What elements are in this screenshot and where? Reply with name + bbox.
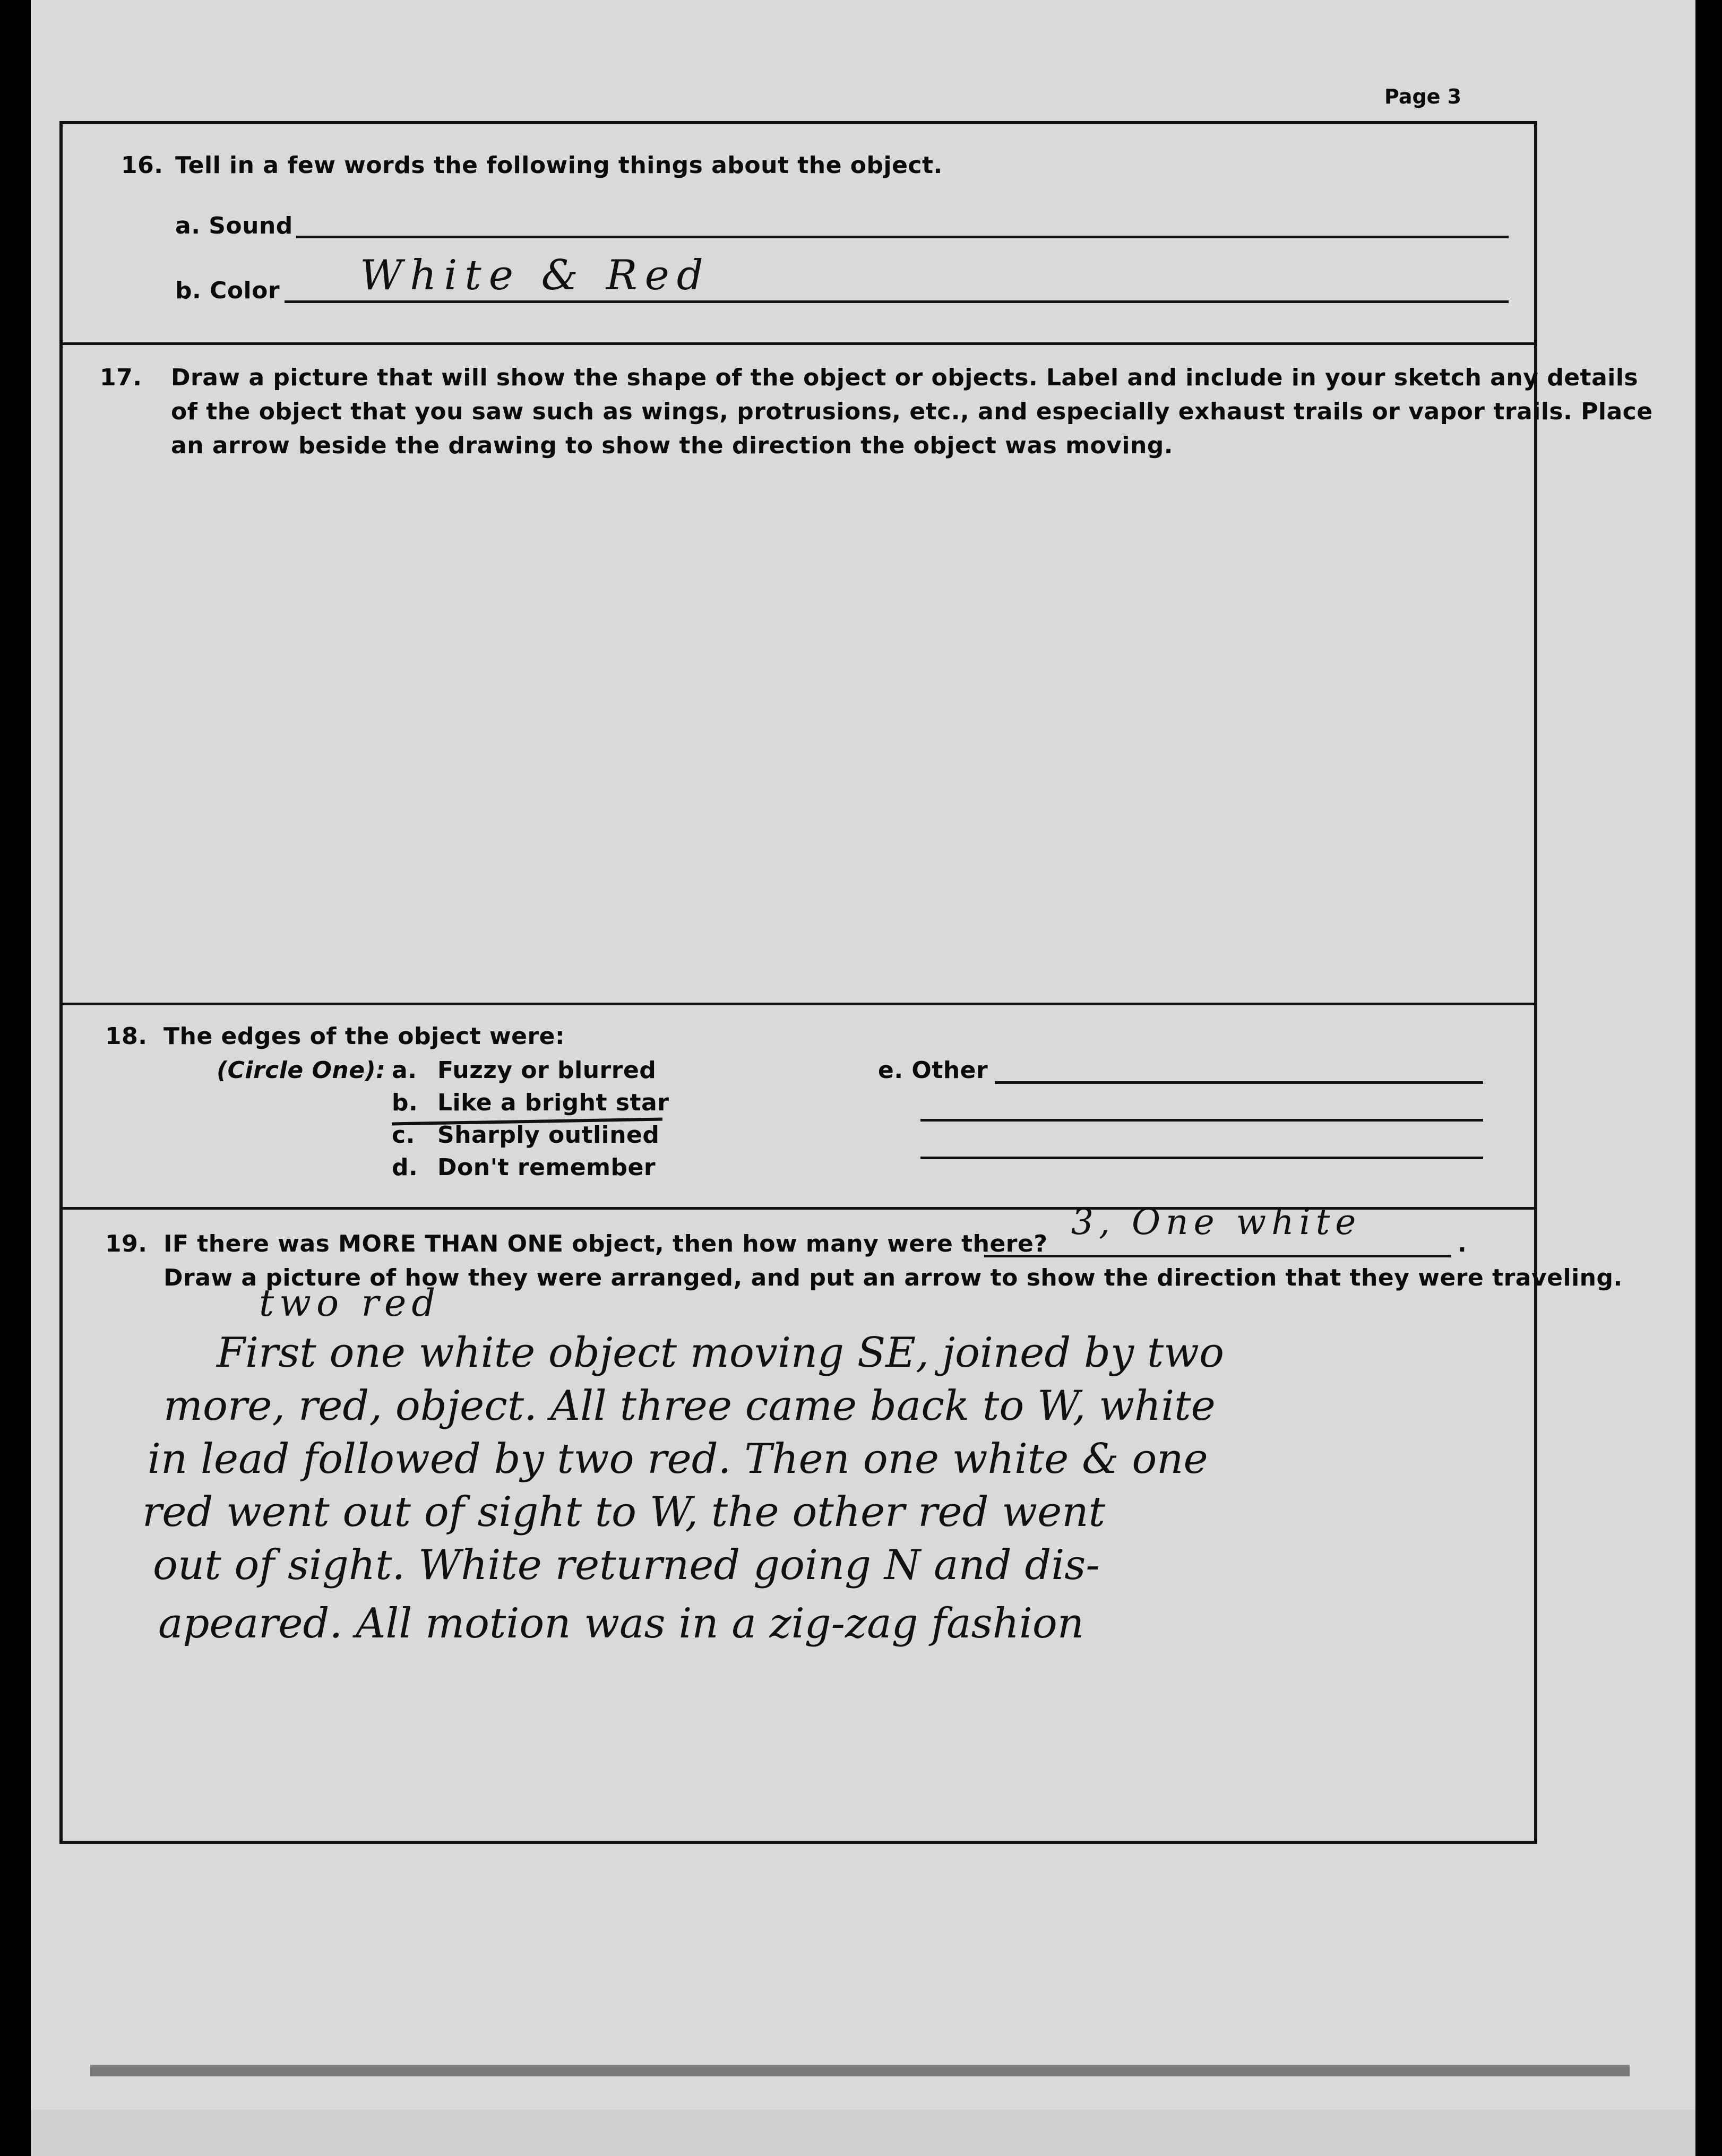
form-frame <box>59 121 1653 1844</box>
q19-handwritten-line-2: more, red, object. All three came back to W, white <box>163 1382 1216 1430</box>
q18-other-line-3 <box>920 1157 1483 1159</box>
q17-line2: of the object that you saw such as wings, protrusions, etc., and especially exhaust trails or vapor trails. Place <box>171 398 1653 425</box>
q19-number: 19. <box>105 1230 148 1257</box>
q18-option-a-key: a. <box>392 1057 417 1084</box>
q18-instruction: (Circle One): <box>217 1057 386 1084</box>
q18-option-d[interactable]: Don't remember <box>437 1154 656 1181</box>
q19-count-period: . <box>1458 1230 1467 1257</box>
q18-option-a[interactable]: Fuzzy or blurred <box>437 1057 657 1084</box>
q17-drawing-area[interactable] <box>171 469 1509 1080</box>
q18-option-c-key: c. <box>392 1122 415 1149</box>
q16-sound-label: a. Sound <box>175 212 293 239</box>
scan-shadow <box>90 2065 1630 2076</box>
q16-prompt: Tell in a few words the following things about the object. <box>175 152 943 179</box>
q18-option-b[interactable]: Like a bright star <box>437 1089 669 1116</box>
scan-border-bottom <box>31 2110 1695 2156</box>
scan-border-left <box>0 0 31 2156</box>
q19-handwritten-line-1: First one white object moving SE, joined by two <box>217 1329 1224 1377</box>
q18-option-d-key: d. <box>392 1154 418 1181</box>
q16-color-line <box>285 300 1509 303</box>
q18-number: 18. <box>105 1023 148 1050</box>
q19-handwritten-line-4: red went out of sight to W, the other red went <box>142 1488 1105 1536</box>
q19-count-line <box>984 1255 1451 1257</box>
q18-option-b-key: b. <box>392 1089 418 1116</box>
q18-other-label: e. Other <box>878 1057 988 1084</box>
q17-line1: Draw a picture that will show the shape of the object or objects. Label and include in your sketch any details <box>171 364 1639 391</box>
q16-number: 16. <box>121 152 163 179</box>
q18-option-c[interactable]: Sharply outlined <box>437 1122 660 1149</box>
q18-other-line-1 <box>995 1081 1483 1084</box>
q19-line2: Draw a picture of how they were arranged, and put an arrow to show the direction that they were traveling. <box>163 1264 1623 1291</box>
q19-handwritten-line-3: in lead followed by two red. Then one white & one <box>148 1435 1208 1483</box>
q18-prompt: The edges of the object were: <box>163 1023 565 1050</box>
q19-prompt: IF there was MORE THAN ONE object, then how many were there? <box>163 1230 1048 1257</box>
q19-handwritten-line-6: apeared. All motion was in a zig-zag fashion <box>158 1600 1084 1648</box>
q18-other-line-2 <box>920 1119 1483 1122</box>
q19-handwritten-line-5: out of sight. White returned going N and dis- <box>153 1541 1100 1589</box>
q19-count-value[interactable]: 3, One white <box>1071 1202 1362 1243</box>
q17-number: 17. <box>100 364 142 391</box>
divider-17-18 <box>63 1003 1534 1005</box>
q16-color-label: b. Color <box>175 277 280 304</box>
page-number: Page 3 <box>1384 85 1462 108</box>
divider-16-17 <box>63 342 1534 345</box>
q16-sound-line <box>296 236 1509 238</box>
q19-handwritten-line-0: two red <box>259 1281 441 1325</box>
scan-border-right <box>1695 0 1722 2156</box>
q17-line3: an arrow beside the drawing to show the direction the object was moving. <box>171 432 1173 459</box>
q16-color-value[interactable]: White & Red <box>360 252 711 299</box>
